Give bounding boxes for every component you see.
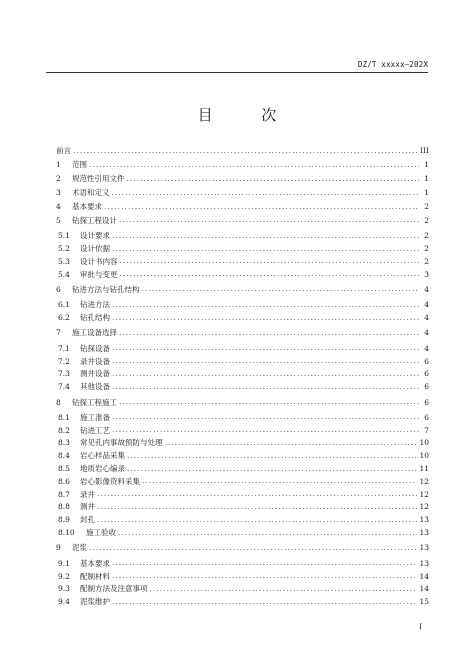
toc-entry-page: 6 <box>424 412 429 422</box>
toc-entry-page: 14 <box>419 584 429 594</box>
toc-dot-leader <box>73 147 418 155</box>
toc-entry-title: 钻探工程施工 <box>72 397 117 407</box>
toc-entry-title: 钻孔结构 <box>80 313 110 323</box>
toc-entry-page: 1 <box>424 174 429 184</box>
toc-entry-title: 钻进方法与钻孔结构 <box>72 284 140 294</box>
toc-dot-leader <box>89 544 417 552</box>
toc-entry-page: 4 <box>424 284 429 294</box>
toc-dot-leader <box>119 329 419 337</box>
toc-entry-page: 2 <box>424 215 429 225</box>
page-number: I <box>419 623 422 631</box>
toc-entry-title: 常见孔内事故预防与处理 <box>80 438 163 448</box>
toc-entry-page: III <box>420 146 429 156</box>
toc-entry-title: 钻探设备 <box>80 343 110 353</box>
toc-entry-title: 测井 <box>80 502 95 512</box>
toc-dot-leader <box>165 439 418 447</box>
toc-subsection-entry[interactable] <box>56 557 429 570</box>
toc-dot-leader <box>112 344 419 352</box>
toc-entry-title: 基本要求 <box>72 202 102 211</box>
toc-subsection-entry[interactable] <box>56 513 429 526</box>
header-divider <box>46 72 428 73</box>
toc-entry-page: 2 <box>424 202 429 211</box>
toc-dot-leader <box>150 585 418 593</box>
toc-entry-page: 3 <box>424 269 429 279</box>
toc-dot-leader <box>112 383 419 391</box>
toc-entry-title: 施工验收 <box>86 528 116 538</box>
toc-subsection-entry[interactable] <box>56 355 429 368</box>
toc-entry-number: 8.9 <box>58 515 70 525</box>
toc-subsection-entry[interactable] <box>56 311 429 324</box>
toc-entry-number: 8.1 <box>58 412 70 422</box>
toc-entry-title: 钻进方法 <box>80 300 110 310</box>
toc-entry-page: 13 <box>419 558 429 568</box>
toc-dot-leader <box>142 285 420 293</box>
toc-entry-page: 14 <box>419 571 429 581</box>
toc-subsection-entry[interactable] <box>56 526 429 539</box>
toc-entry-number: 7.2 <box>58 356 70 366</box>
toc-subsection-entry[interactable] <box>56 462 429 475</box>
document-code: DZ/T xxxxx—202X <box>357 60 428 69</box>
toc-entry-page: 13 <box>419 543 429 553</box>
toc-entry-number: 8.8 <box>58 502 70 512</box>
toc-dot-leader <box>104 203 419 211</box>
toc-dot-leader <box>119 398 419 406</box>
toc-entry-number: 8.6 <box>58 476 70 486</box>
toc-entry-title: 泥浆 <box>72 543 87 553</box>
toc-entry-page: 6 <box>424 397 429 407</box>
toc-entry-number: 4 <box>56 202 61 211</box>
toc-section-entry[interactable] <box>56 326 429 340</box>
toc-entry-number: 7.3 <box>58 369 70 379</box>
toc-entry-page: 2 <box>424 256 429 266</box>
toc-entry-title: 泥浆维护 <box>80 597 110 607</box>
toc-subsection-entry[interactable] <box>56 368 429 381</box>
toc-section-entry[interactable] <box>56 213 429 227</box>
toc-entry-title: 范围 <box>72 160 87 170</box>
toc-section-entry[interactable] <box>56 200 429 214</box>
toc-entry-number: 6.2 <box>58 313 70 323</box>
toc-entry-page: 6 <box>424 382 429 392</box>
toc-subsection-entry[interactable] <box>56 298 429 311</box>
toc-entry-title: 测井设备 <box>80 369 110 379</box>
toc-entry-number: 9.1 <box>58 558 70 568</box>
toc-dot-leader <box>120 270 420 278</box>
toc-entry-number: 6 <box>56 284 61 294</box>
toc-entry-title: 钻进工艺 <box>80 425 110 435</box>
toc-entry-title: 其他设备 <box>80 382 110 392</box>
toc-entry-page: 4 <box>424 343 429 353</box>
toc-dot-leader <box>127 465 417 473</box>
toc-entry-page: 12 <box>419 489 429 499</box>
toc-entry-title: 基本要求 <box>80 558 110 568</box>
toc-entry-title: 钻探工程设计 <box>72 215 117 225</box>
table-of-contents <box>56 144 429 608</box>
toc-entry-title: 设计依据 <box>80 244 110 254</box>
toc-entry-number: 3 <box>56 188 61 198</box>
toc-entry-number: 6.1 <box>58 300 70 310</box>
toc-entry-number: 9 <box>56 543 61 553</box>
toc-subsection-entry[interactable] <box>56 411 429 424</box>
toc-section-entry[interactable] <box>56 541 429 555</box>
toc-entry-page: 4 <box>424 300 429 310</box>
toc-dot-leader <box>112 370 419 378</box>
toc-dot-leader <box>97 503 417 511</box>
toc-entry-number: 1 <box>56 160 61 170</box>
toc-entry-page: 12 <box>419 476 429 486</box>
toc-dot-leader <box>112 559 417 567</box>
toc-entry-title: 设计书内容 <box>80 256 118 266</box>
toc-entry-number: 9.4 <box>58 597 70 607</box>
toc-dot-leader <box>112 572 417 580</box>
toc-entry-number: 5.2 <box>58 244 70 254</box>
toc-dot-leader <box>112 232 419 240</box>
toc-entry-number: 8.7 <box>58 489 70 499</box>
toc-entry-page: 6 <box>424 356 429 366</box>
toc-entry-number: 8.10 <box>58 528 75 538</box>
toc-subsection-entry[interactable] <box>56 582 429 595</box>
toc-entry-title: 岩心影像资料采集 <box>80 476 140 486</box>
toc-entry-title: 术语和定义 <box>72 188 110 198</box>
toc-entry-number: 7.4 <box>58 382 70 392</box>
toc-entry-title: 地质岩心编录 <box>80 464 125 474</box>
toc-entry-page: 6 <box>424 369 429 379</box>
toc-entry-page: 10 <box>419 451 429 461</box>
page-title: 目 次 <box>197 106 299 124</box>
toc-dot-leader <box>97 490 417 498</box>
toc-dot-leader <box>112 426 419 434</box>
toc-entry-page: 13 <box>419 515 429 525</box>
toc-dot-leader <box>119 216 419 224</box>
toc-entry-title: 封孔 <box>80 515 95 525</box>
toc-dot-leader <box>120 257 420 265</box>
toc-section-entry[interactable] <box>56 172 429 186</box>
toc-entry-number: 5 <box>56 215 61 225</box>
toc-section-entry[interactable] <box>56 158 429 172</box>
toc-subsection-entry[interactable] <box>56 501 429 514</box>
toc-entry-title: 审批与变更 <box>80 269 118 279</box>
toc-dot-leader <box>118 529 417 537</box>
toc-dot-leader <box>112 413 419 421</box>
toc-subsection-entry[interactable] <box>56 488 429 501</box>
toc-section-entry[interactable] <box>56 186 429 200</box>
toc-entry-title: 施工设备选择 <box>72 328 117 338</box>
toc-dot-leader <box>89 161 419 169</box>
toc-dot-leader <box>127 452 417 460</box>
toc-subsection-entry[interactable] <box>56 475 429 488</box>
toc-dot-leader <box>142 477 417 485</box>
toc-entry-title: 设计要求 <box>80 231 110 241</box>
toc-subsection-entry[interactable] <box>56 255 429 268</box>
toc-dot-leader <box>112 301 419 309</box>
toc-entry-number: 2 <box>56 174 61 184</box>
toc-entry-title: 配制材料 <box>80 571 110 581</box>
toc-dot-leader <box>112 314 419 322</box>
toc-entry-title: 录井设备 <box>80 356 110 366</box>
toc-dot-leader <box>97 516 417 524</box>
toc-entry-page: 2 <box>424 244 429 254</box>
toc-entry-number: 7.1 <box>58 343 70 353</box>
toc-section-entry[interactable] <box>56 144 429 158</box>
toc-entry-page: 4 <box>424 313 429 323</box>
toc-entry-title: 施工准备 <box>80 412 110 422</box>
toc-subsection-entry[interactable] <box>56 242 429 255</box>
toc-entry-page: 11 <box>419 464 429 474</box>
toc-subsection-entry[interactable] <box>56 380 429 393</box>
toc-entry-number: 9.3 <box>58 584 70 594</box>
toc-entry-page: 12 <box>419 502 429 512</box>
toc-entry-number: 8.3 <box>58 438 70 448</box>
toc-entry-title: 前言 <box>56 146 71 156</box>
toc-subsection-entry[interactable] <box>56 437 429 450</box>
toc-entry-title: 录井 <box>80 489 95 499</box>
toc-entry-page: 13 <box>419 528 429 538</box>
toc-entry-page: 15 <box>419 597 429 607</box>
toc-subsection-entry[interactable] <box>56 229 429 242</box>
toc-entry-title: 配制方法及注意事项 <box>80 584 148 594</box>
toc-subsection-entry[interactable] <box>56 570 429 583</box>
toc-section-entry[interactable] <box>56 395 429 409</box>
toc-entry-number: 8.5 <box>58 464 70 474</box>
toc-entry-number: 5.4 <box>58 269 70 279</box>
toc-entry-number: 9.2 <box>58 571 70 581</box>
toc-dot-leader <box>127 175 420 183</box>
toc-dot-leader <box>112 357 419 365</box>
toc-subsection-entry[interactable] <box>56 595 429 608</box>
toc-entry-number: 8.2 <box>58 425 70 435</box>
toc-subsection-entry[interactable] <box>56 424 429 437</box>
toc-dot-leader <box>112 245 419 253</box>
toc-entry-number: 5.3 <box>58 256 70 266</box>
toc-dot-leader <box>112 598 417 606</box>
toc-entry-page: 7 <box>424 425 429 435</box>
toc-entry-number: 8 <box>56 397 61 407</box>
toc-entry-page: 10 <box>419 438 429 448</box>
toc-entry-title: 规范性引用文件 <box>72 174 125 184</box>
toc-entry-number: 8.4 <box>58 451 70 461</box>
toc-entry-page: 1 <box>424 188 429 198</box>
toc-entry-title: 岩心样品采集 <box>80 451 125 461</box>
toc-entry-page: 1 <box>424 160 429 170</box>
toc-entry-number: 7 <box>56 328 61 338</box>
toc-dot-leader <box>112 189 420 197</box>
toc-entry-number: 5.1 <box>58 231 70 241</box>
toc-entry-page: 4 <box>424 328 429 338</box>
toc-entry-page: 2 <box>424 231 429 241</box>
toc-section-entry[interactable] <box>56 283 429 297</box>
toc-subsection-entry[interactable] <box>56 268 429 281</box>
toc-subsection-entry[interactable] <box>56 342 429 355</box>
toc-subsection-entry[interactable] <box>56 449 429 462</box>
